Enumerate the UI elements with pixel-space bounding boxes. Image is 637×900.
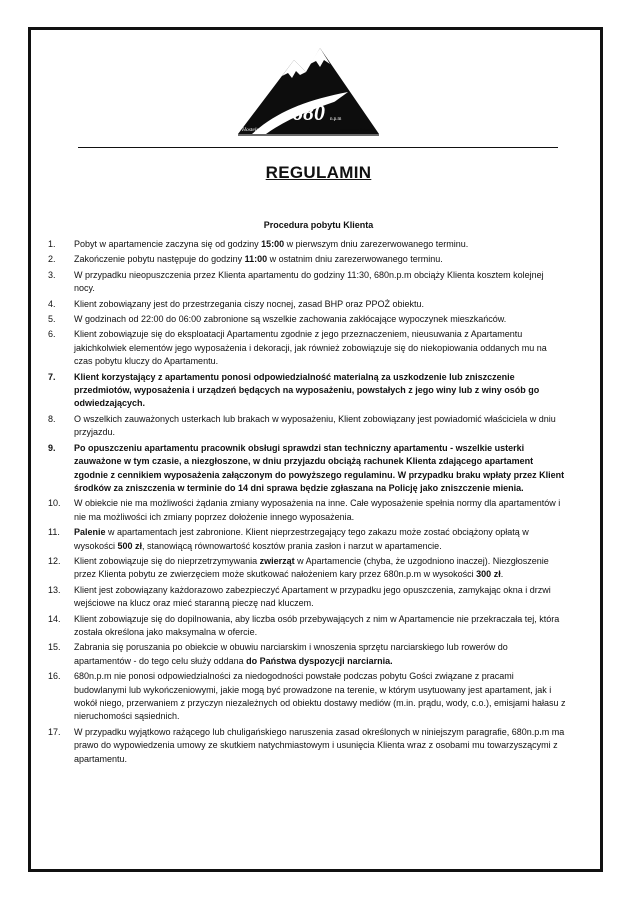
- rule-number: 8.: [48, 413, 56, 424]
- rule-number: 7.: [48, 371, 56, 382]
- rule-item: [48, 442, 566, 496]
- rule-item: [48, 584, 566, 611]
- rule-item: [48, 313, 566, 326]
- rule-number: 15.: [48, 642, 61, 653]
- rule-number: 4.: [48, 298, 56, 309]
- rule-item: [48, 253, 566, 266]
- rule-item: [48, 670, 566, 724]
- rule-text-segment: W obiekcie nie ma możliwości żądania zmiany wyposażenia na inne. Całe wyposażenie spełnia normy dla apartamentów i nie ma możliwości ich zmiany poprzez dołożenie innego wyposażenia.: [74, 498, 561, 522]
- rule-text-emphasis: do Państwa dyspozycji narciarnia.: [246, 655, 393, 666]
- rule-text-segment: Zakończenie pobytu następuje do godziny: [74, 254, 245, 265]
- rule-item: [48, 526, 566, 553]
- rule-text-segment: Po opuszczeniu apartamentu pracownik obsługi sprawdzi stan techniczny apartamentu - wszelkie usterki zauważone w tym czasie, a niezgłoszone, w dniu przyjazdu obciążą rachunek Klienta zdającego apartament zgodnie z cennikiem wyposażenia załączonym do powyższego regulaminu. W przypadku braku wpłaty przez Klient środków za zniszczenia w terminie do 14 dni sprawa będzie zgłaszana na Policję jako zniszczenie mienia.: [74, 442, 565, 493]
- rule-number: 1.: [48, 239, 56, 249]
- rule-text-segment: w apartamentach jest zabronione. Klient nieprzestrzegający tego zakazu może zostać obciążony opłatą w wysokości: [74, 527, 529, 551]
- rule-number: 14.: [48, 613, 61, 624]
- rule-text: [74, 614, 559, 637]
- rule-item: [48, 269, 566, 296]
- rule-number: 13.: [48, 584, 61, 595]
- mountain-logo: [236, 42, 381, 140]
- rule-text-emphasis: 500 zł: [117, 540, 143, 551]
- rule-text-segment: W przypadku nieopuszczenia przez Klienta apartamentu do godziny 11:30, 680n.p.m obciąży Klienta kosztem kolejnej nocy.: [74, 269, 544, 294]
- rule-text-emphasis: zwierząt: [259, 555, 295, 566]
- rule-item: [48, 497, 566, 524]
- rule-text-segment: , stanowiącą równowartość kosztów prania zasłon i narzut w apartamencie.: [142, 540, 442, 551]
- rule-number: 2.: [48, 254, 56, 265]
- logo-brand-text: 680: [292, 100, 325, 125]
- rule-number: 17.: [48, 726, 61, 737]
- rule-item: [48, 555, 566, 582]
- rule-text-emphasis: 11:00: [244, 254, 268, 265]
- logo-left-text: Hostels: [242, 127, 259, 133]
- rule-text-segment: W przypadku wyjątkowo rażącego lub chuligańskiego naruszenia zasad określonych w niniejszym paragrafie, 680n.p.m ma prawo do wypowiedzenia umowy ze skutkiem natychmiastowym i usunięcia Klienta wraz z osobami mu towarzyszącymi z apartamentu.: [74, 726, 565, 764]
- rule-item: [48, 238, 566, 251]
- rule-item: [48, 328, 566, 368]
- rule-item: [48, 371, 566, 411]
- rule-number: 5.: [48, 314, 56, 325]
- rule-item: [48, 641, 566, 668]
- rule-text: [74, 642, 508, 665]
- rule-text: [74, 727, 564, 764]
- rule-text-emphasis: 300 zł: [476, 569, 501, 580]
- rule-text: [74, 414, 556, 437]
- rule-number: 6.: [48, 329, 56, 340]
- rule-text-segment: w ostatnim dniu zarezerwowanego terminu.: [267, 254, 443, 265]
- rule-number: 10.: [48, 498, 61, 509]
- rule-text: [74, 299, 424, 309]
- rule-item: [48, 413, 566, 440]
- rule-number: 16.: [48, 671, 61, 682]
- rule-text: [74, 254, 443, 264]
- rule-text: [74, 372, 539, 409]
- rule-text-segment: Zabrania się poruszania po obiekcie w obuwiu narciarskim i wnoszenia sprzętu narciarskiego lub rowerów do apartamentów - do tego celu służy oddana: [74, 642, 508, 666]
- rule-text: [74, 270, 544, 293]
- rule-text: [74, 498, 560, 521]
- rule-text: [74, 527, 529, 550]
- rule-number: 9.: [48, 442, 56, 453]
- rule-text: [74, 556, 549, 579]
- header-divider: [78, 147, 558, 148]
- rule-text-segment: Klient zobowiązuje się do dopilnowania, aby liczba osób przebywających z nim w Apartamencie nie przekraczała tej, która została określona jako maksymalna w ofercie.: [74, 613, 560, 637]
- rules-list: [48, 238, 566, 768]
- rule-text-segment: w Apartamencie (chyba, że uzgodniono inaczej). Niezgłoszenie przez Klienta pobytu ze zwierzęciem może skutkować nałożeniem kary przez 680n.p.m w wysokości: [74, 555, 549, 580]
- rule-text-segment: W godzinach od 22:00 do 06:00 zabronione są wszelkie zachowania zakłócające wypoczynek mieszkańców.: [74, 314, 507, 325]
- logo-brand-suffix: n.p.m: [330, 117, 342, 122]
- rule-text: [74, 239, 468, 249]
- rule-text-segment: Klient zobowiązuje się do nieprzetrzymywania: [74, 555, 260, 566]
- rule-item: [48, 613, 566, 640]
- rule-text-segment: Klient jest zobowiązany każdorazowo zabezpieczyć Apartament w przypadku jego opuszczenia, zamykając okna i drzwi wejściowe na klucz oraz mieć staranną pieczę nad kluczem.: [74, 584, 551, 609]
- rule-text-emphasis: 15:00: [261, 239, 285, 249]
- rule-number: 12.: [48, 555, 61, 566]
- rule-text-segment: 680n.p.m nie ponosi odpowiedzialności za niedogodności powstałe podczas pobytu Gości związane z pracami budowlanymi lub wykończeniowymi, jakie mogą być prowadzone na terenie, w którym usytuowany jest apartament, jak i wokół niego, przerwaniem z przyczyn niezależnych od obiektu dostawy mediów (m.in. prądu, wody, c.o.), emisjami hałasu z nieruchomości sąsiednich.: [74, 671, 566, 722]
- rule-text-segment: O wszelkich zauważonych usterkach lub brakach w wyposażeniu, Klient zobowiązany jest powiadomić właściciela w dniu przyjazdu.: [74, 413, 556, 438]
- rule-item: [48, 298, 566, 311]
- rule-text: [74, 585, 551, 608]
- rule-text: [74, 314, 506, 324]
- page-title: REGULAMIN: [265, 163, 372, 182]
- section-subtitle: Procedura pobytu Klienta: [263, 220, 374, 230]
- rule-text-segment: Klient korzystający z apartamentu ponosi odpowiedzialność materialną za uszkodzenie lub zniszczenie przedmiotów, wyposażenia i urządzeń będących na wyposażeniu, powstałych z jego winy lub z winy osób go odwiedzających.: [74, 371, 540, 409]
- rule-item: [48, 726, 566, 766]
- rule-text: [74, 329, 547, 366]
- rule-text-segment: Klient zobowiązuje się do eksploatacji Apartamentu zgodnie z jego przeznaczeniem, nieusuwania z Apartamentu jakichkolwiek elementów jego wyposażenia i dekoracji, jak również zobowiązuje się do niekopiowania oddanych mu na czas pobytu kluczy do Apartamentu.: [74, 329, 547, 367]
- rule-text-segment: Pobyt w apartamencie zaczyna się od godziny: [74, 239, 262, 249]
- rule-text: [74, 443, 564, 493]
- rule-number: 11.: [48, 527, 60, 538]
- rule-text-emphasis: Palenie: [74, 527, 106, 538]
- logo-right-text: apartament & hotel: [340, 127, 372, 132]
- rule-text-segment: w pierwszym dniu zarezerwowanego terminu.: [284, 239, 469, 249]
- rule-number: 3.: [48, 269, 56, 280]
- rule-text: [74, 671, 566, 721]
- rule-text-segment: .: [500, 569, 504, 580]
- rule-text-segment: Klient zobowiązany jest do przestrzegania ciszy nocnej, zasad BHP oraz PPOŻ obiektu.: [74, 298, 425, 309]
